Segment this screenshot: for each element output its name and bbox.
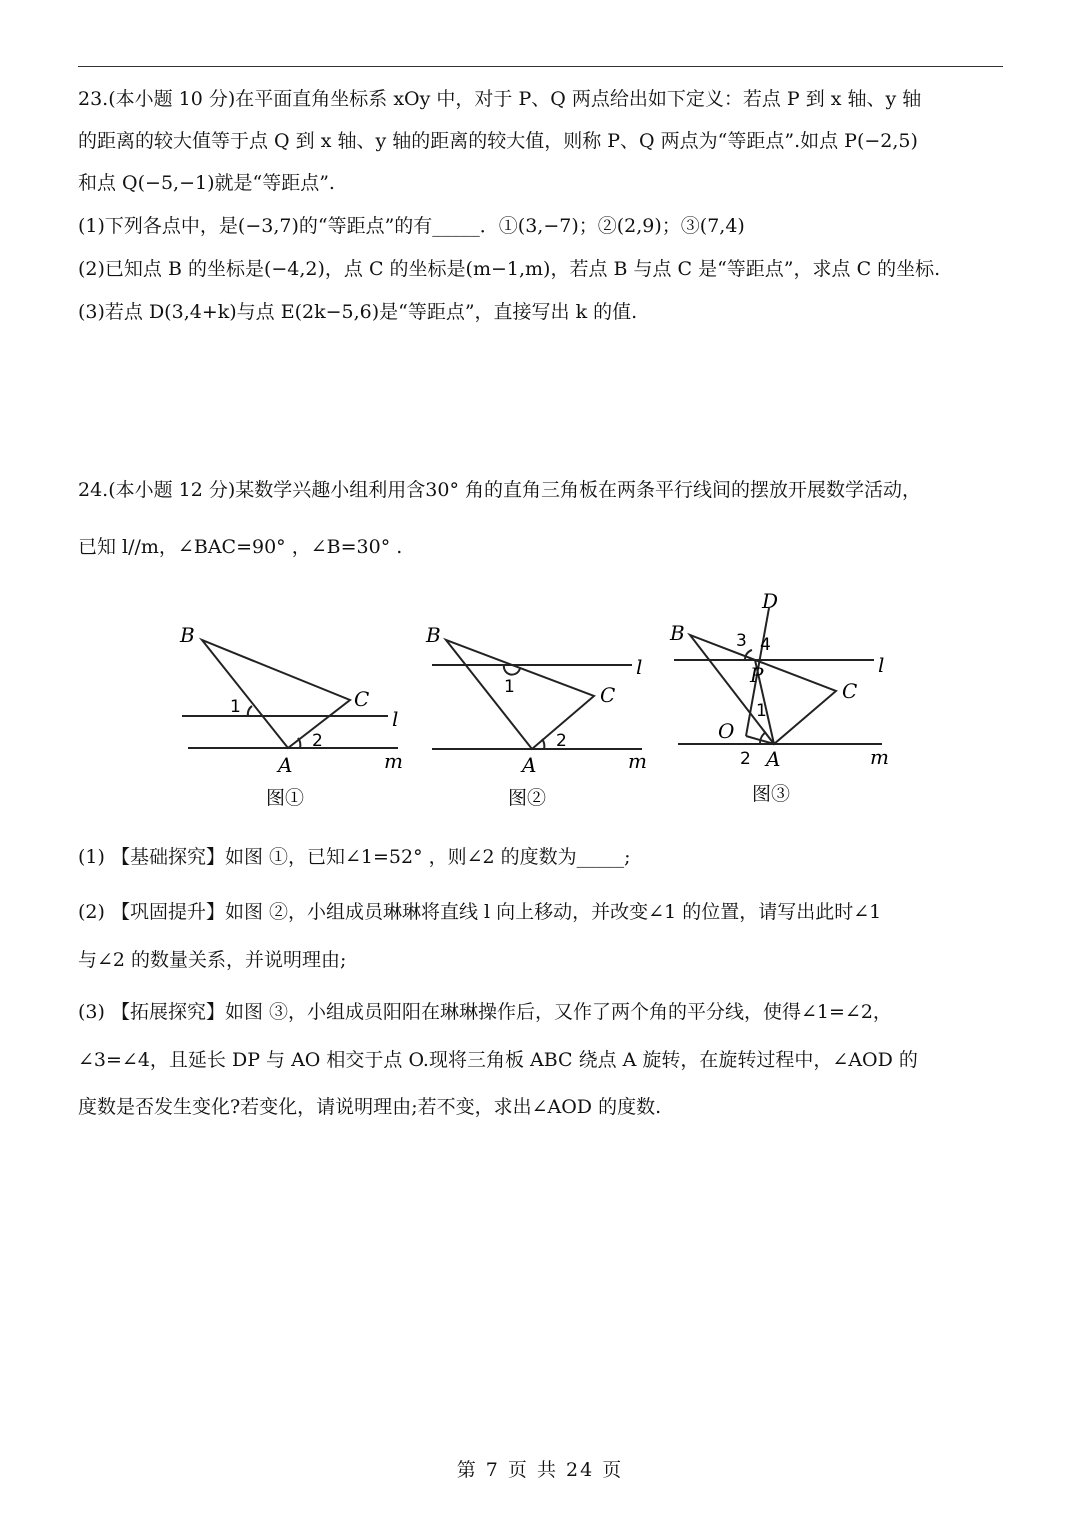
q24-part2-line2: 与∠2 的数量关系，并说明理由;	[78, 949, 347, 971]
q23-part3: (3)若点 D(3,4+k)与点 E(2k−5,6)是“等距点”，直接写出 k 的值.	[78, 301, 638, 323]
fig3-angle1: 1	[756, 701, 767, 721]
page-footer: 第 7 页 共 24 页	[456, 1459, 624, 1481]
fig2-label-B: B	[426, 623, 441, 647]
fig1-angle1: 1	[230, 697, 241, 717]
fig1-label-l: l	[392, 707, 399, 731]
fig3-angle4: 4	[760, 635, 771, 655]
fig2-angle1: 1	[504, 677, 515, 697]
fig3-angle3: 3	[736, 631, 747, 651]
q24-line2: 已知 l//m，∠BAC=90° ，∠B=30° .	[78, 536, 403, 558]
q24-line1: 24.(本小题 12 分)某数学兴趣小组利用含30° 角的直角三角板在两条平行线间的摆放开展数学活动，	[78, 479, 922, 501]
fig1-angle1-arc	[248, 706, 252, 716]
fig2-angle2-arc	[542, 739, 544, 749]
header-rule	[78, 66, 1003, 67]
fig2-triangle	[446, 640, 594, 749]
fig2-caption: 图②	[508, 787, 547, 809]
fig3-label-O: O	[718, 719, 735, 743]
q24-part3-line1: (3) 【拓展探究】如图 ③，小组成员阳阳在琳琳操作后，又作了两个角的平分线，使得∠1=∠2，	[78, 1001, 892, 1023]
fig2-label-C: C	[600, 683, 616, 707]
q24-part3-line2: ∠3=∠4，且延长 DP 与 AO 相交于点 O.现将三角板 ABC 绕点 A 旋转，在旋转过程中，∠AOD 的	[78, 1049, 918, 1071]
fig1-angle2: 2	[312, 731, 323, 751]
fig3-label-B: B	[670, 621, 685, 645]
q24-part1: (1) 【基础探究】如图 ①，已知∠1=52° ，则∠2 的度数为_____;	[78, 846, 631, 868]
fig3-caption: 图③	[752, 783, 791, 805]
fig1-label-B: B	[180, 623, 195, 647]
q23-part1: (1)下列各点中，是(−3,7)的“等距点”的有_____．①(3,−7)；②(2,9)；③(7,4)	[78, 215, 745, 237]
q23-line2: 的距离的较大值等于点 Q 到 x 轴、y 轴的距离的较大值，则称 P、Q 两点为“等距点”.如点 P(−2,5)	[78, 130, 918, 152]
q24-part3-line3: 度数是否发生变化?若变化，请说明理由;若不变，求出∠AOD 的度数.	[78, 1096, 662, 1118]
fig3-angle2: 2	[740, 749, 751, 769]
fig2-angle2: 2	[556, 731, 567, 751]
fig3-label-P: P	[750, 663, 764, 687]
fig1-label-A: A	[278, 753, 293, 777]
q24-part2-line1: (2) 【巩固提升】如图 ②，小组成员琳琳将直线 l 向上移动，并改变∠1 的位置，请写出此时∠1	[78, 901, 882, 923]
fig1-label-m: m	[384, 749, 403, 773]
fig2-label-A: A	[522, 753, 537, 777]
fig3-label-D: D	[762, 589, 779, 613]
fig1-label-C: C	[354, 687, 370, 711]
fig1-angle2-arc	[298, 738, 300, 748]
fig2-label-m: m	[628, 749, 647, 773]
fig2-label-l: l	[636, 655, 643, 679]
q23-part2: (2)已知点 B 的坐标是(−4,2)，点 C 的坐标是(m−1,m)，若点 B 与点 C 是“等距点”，求点 C 的坐标.	[78, 258, 941, 280]
geometry-figures	[170, 588, 930, 820]
fig1-triangle	[202, 640, 350, 748]
q23-line3: 和点 Q(−5,−1)就是“等距点”.	[78, 172, 335, 194]
fig3-label-C: C	[842, 679, 858, 703]
q23-line1: 23.(本小题 10 分)在平面直角坐标系 xOy 中，对于 P、Q 两点给出如下定义：若点 P 到 x 轴、y 轴	[78, 88, 922, 110]
fig1-caption: 图①	[266, 787, 305, 809]
fig3-label-l: l	[878, 653, 885, 677]
fig3-label-A: A	[766, 747, 781, 771]
fig3-label-m: m	[870, 745, 889, 769]
